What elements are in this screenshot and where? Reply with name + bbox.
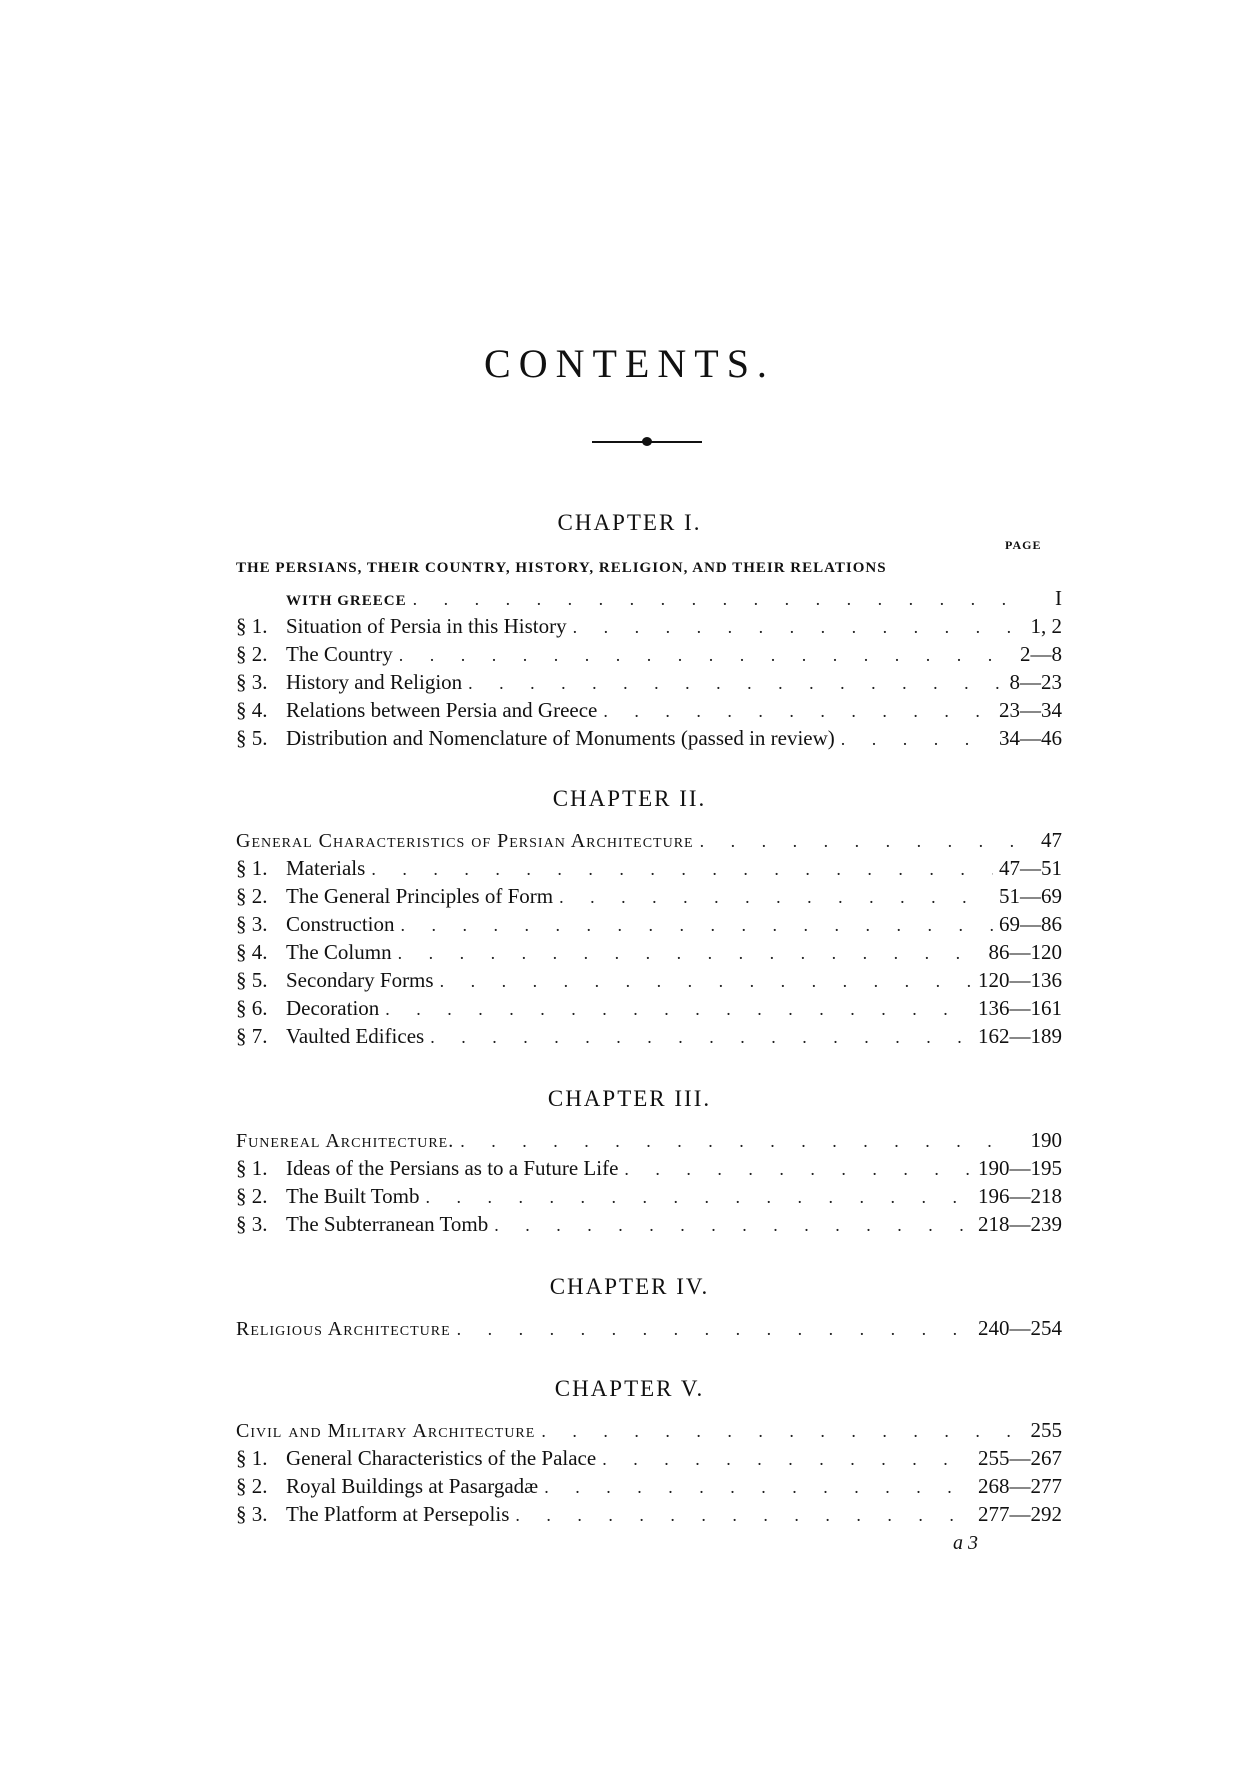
toc-entry: § 3. Construction . . . 69—86 [236, 912, 1062, 940]
page-column-label: PAGE [1005, 538, 1042, 552]
toc-entry: § 5. Secondary Forms . . . 120—136 [236, 968, 1062, 996]
toc-entry-page: 218—239 [978, 1212, 1062, 1236]
toc-entry-page: 23—34 [999, 698, 1062, 722]
toc-entry-title: Construction [286, 912, 395, 936]
chapter-1-title-line2: WITH GREECE [286, 593, 407, 609]
toc-entry-title: The Subterranean Tomb [286, 1212, 489, 1236]
toc-entry-page: 196—218 [978, 1184, 1062, 1208]
toc-entry: § 4. Relations between Persia and Greece . . . 23—34 [236, 698, 1062, 726]
chapter-1-title-row [236, 586, 1062, 614]
chapter-5-title-page: 255 [1030, 1418, 1062, 1442]
toc-entry-title: The Country [286, 642, 393, 666]
toc-entry-page: 255—267 [978, 1446, 1062, 1470]
toc-entry-page: 268—277 [978, 1474, 1062, 1498]
toc-entry-page: 190—195 [978, 1156, 1062, 1180]
chapter-5-heading: CHAPTER V. [554, 1376, 705, 1401]
toc-entry: § 2. Royal Buildings at Pasargadæ . . . 268—277 [236, 1474, 1062, 1502]
toc-entry-title: The Column [286, 940, 392, 964]
toc-entry-title: The General Principles of Form [286, 884, 554, 908]
toc-entry-title: Materials [286, 856, 366, 880]
page-title: CONTENTS. [484, 341, 775, 386]
toc-entry: § 3. History and Religion . . . 8—23 [236, 670, 1062, 698]
toc-entry-title: Ideas of the Persians as to a Future Life [286, 1156, 619, 1180]
toc-entry-page: 120—136 [978, 968, 1062, 992]
toc-entry-title: Distribution and Nomenclature of Monuments (passed in review) [286, 726, 835, 750]
toc-entry-page: 86—120 [988, 940, 1062, 964]
toc-entry: § 1. Materials . . . 47—51 [236, 856, 1062, 884]
toc-entry: § 1. General Characteristics of the Palace . . . 255—267 [236, 1446, 1062, 1474]
toc-entry-page: 2—8 [1020, 642, 1062, 666]
toc-entry: § 4. The Column . . . 86—120 [236, 940, 1062, 968]
toc-entry-page: 47—51 [999, 856, 1062, 880]
toc-entry-title: History and Religion [286, 670, 463, 694]
chapter-4-title-page: 240—254 [978, 1316, 1062, 1340]
toc-entry-page: 277—292 [978, 1502, 1062, 1526]
chapter-2-heading: CHAPTER II. [552, 786, 707, 811]
toc-entry-title: The Built Tomb [286, 1184, 420, 1208]
toc-entry-page: 69—86 [999, 912, 1062, 936]
toc-entry-title: General Characteristics of the Palace [286, 1446, 597, 1470]
chapter-3-title-page: 190 [1030, 1128, 1062, 1152]
ornament-dot-icon [642, 437, 652, 446]
toc-entry: § 2. The Country . . . 2—8 [236, 642, 1062, 670]
toc-entry: § 3. The Platform at Persepolis . . . 277—292 [236, 1502, 1062, 1530]
toc-entry: § 1. Situation of Persia in this History . . . 1, 2 [236, 614, 1062, 642]
chapter-4-title: Religious Architecture [236, 1318, 451, 1340]
toc-entry-page: 51—69 [999, 884, 1062, 908]
signature-mark: a 3 [953, 1532, 978, 1554]
chapter-2-title-row [236, 828, 1062, 856]
toc-entry: § 7. Vaulted Edifices . . . 162—189 [236, 1024, 1062, 1052]
chapter-3-heading: CHAPTER III. [547, 1086, 712, 1111]
toc-entry-page: 34—46 [999, 726, 1062, 750]
chapter-5-title-row [236, 1418, 1062, 1446]
toc-entry: § 3. The Subterranean Tomb . . . 218—239 [236, 1212, 1062, 1240]
chapter-2-title: General Characteristics of Persian Architecture [236, 830, 694, 852]
toc-entry: § 1. Ideas of the Persians as to a Future Life . . . 190—195 [236, 1156, 1062, 1184]
toc-entry: § 2. The General Principles of Form . . . 51—69 [236, 884, 1062, 912]
chapter-4-heading: CHAPTER IV. [549, 1274, 710, 1299]
chapter-4-title-row [236, 1316, 1062, 1344]
toc-entry-title: Royal Buildings at Pasargadæ [286, 1474, 539, 1498]
chapter-1-title-line1: THE PERSIANS, THEIR COUNTRY, HISTORY, RELIGION, AND THEIR RELATIONS [236, 560, 887, 576]
chapter-3-title-row [236, 1128, 1062, 1156]
toc-entry-page: 162—189 [978, 1024, 1062, 1048]
toc-entry: § 2. The Built Tomb . . . 196—218 [236, 1184, 1062, 1212]
chapter-2-title-page: 47 [1041, 828, 1062, 852]
chapter-5-title: Civil and Military Architecture [236, 1420, 536, 1442]
toc-entry-title: Situation of Persia in this History [286, 614, 567, 638]
chapter-1-title-page: I [1055, 586, 1062, 610]
toc-entry-page: 1, 2 [1030, 614, 1062, 638]
toc-entry-title: Decoration [286, 996, 380, 1020]
toc-entry: § 5. Distribution and Nomenclature of Monuments (passed in review) . . . 34—46 [236, 726, 1062, 754]
toc-entry-title: Vaulted Edifices [286, 1024, 425, 1048]
toc-entry-page: 8—23 [1009, 670, 1062, 694]
toc-entry-title: Relations between Persia and Greece [286, 698, 598, 722]
toc-entry: § 6. Decoration . . . 136—161 [236, 996, 1062, 1024]
chapter-3-title: Funereal Architecture. [236, 1130, 455, 1152]
toc-entry-title: Secondary Forms [286, 968, 434, 992]
chapter-1-heading: CHAPTER I. [557, 510, 702, 535]
toc-entry-page: 136—161 [978, 996, 1062, 1020]
toc-entry-title: The Platform at Persepolis [286, 1502, 510, 1526]
